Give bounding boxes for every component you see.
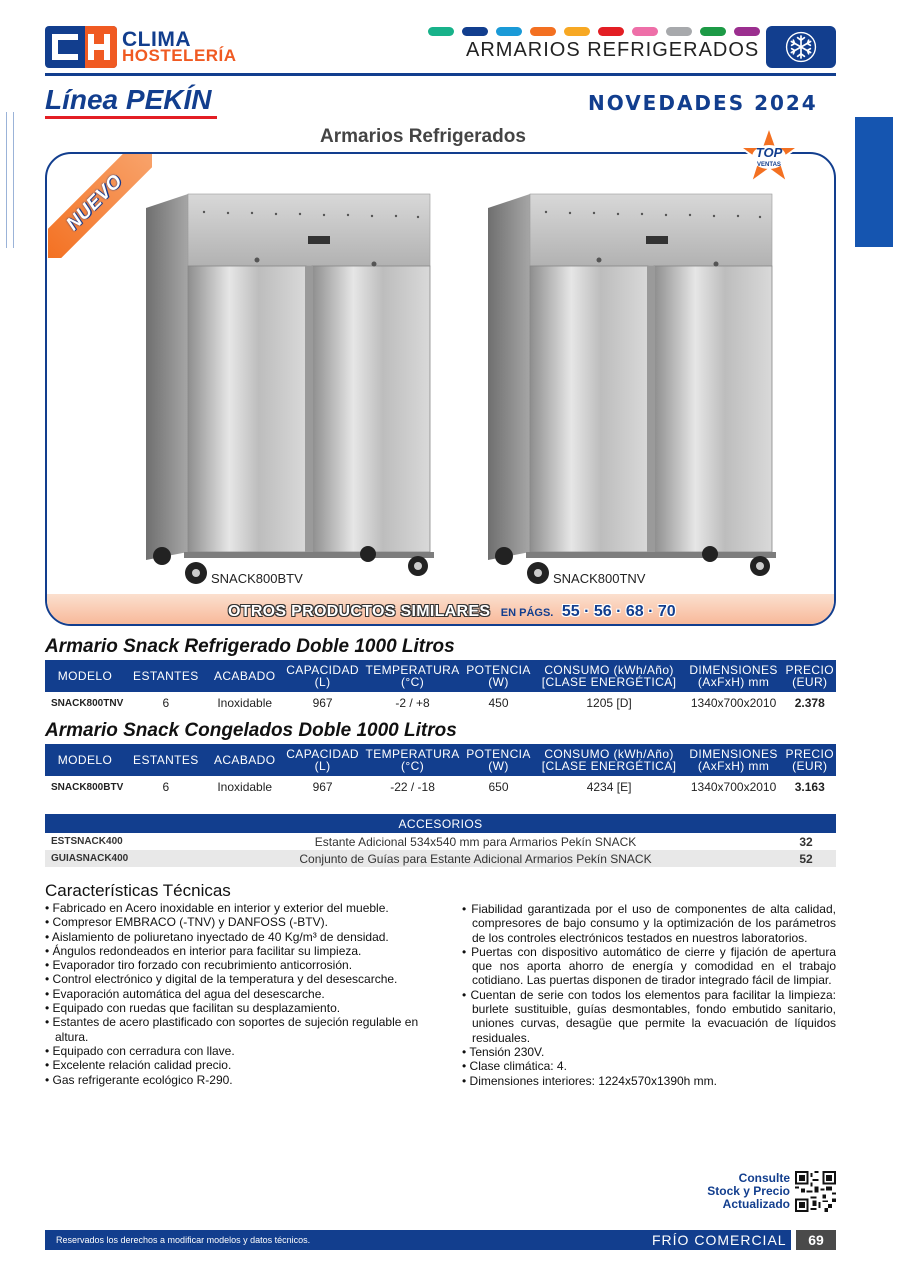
column-header-line2: (L) bbox=[314, 675, 331, 689]
characteristic-item: • Dimensiones interiores: 1224x570x1390h mm. bbox=[462, 1074, 836, 1088]
consult-line2: Stock y Precio bbox=[707, 1184, 790, 1198]
finish-cell: Inoxidable bbox=[217, 696, 273, 710]
column-header bbox=[534, 744, 683, 776]
similar-pages-link[interactable]: 55 · 56 · 68 · 70 bbox=[561, 603, 676, 620]
characteristic-item: • Compresor EMBRACO (-TNV) y DANFOSS (-BTV). bbox=[45, 915, 447, 929]
column-header-line1: TEMPERATURA bbox=[365, 747, 460, 761]
nuevo-badge bbox=[48, 154, 152, 258]
temperature-cell: -2 / +8 bbox=[395, 696, 430, 710]
price-cell: 2.378 bbox=[794, 696, 825, 710]
category-color-strip bbox=[428, 27, 760, 36]
category-color-chip bbox=[530, 27, 556, 36]
column-header-line2: (°C) bbox=[401, 759, 425, 773]
model-cell: SNACK800TNV bbox=[51, 697, 124, 709]
spec-table-congelados bbox=[45, 744, 836, 798]
column-header-line2: (W) bbox=[488, 759, 509, 773]
category-color-chip bbox=[734, 27, 760, 36]
novedades-year: 2024 bbox=[754, 91, 818, 115]
fridge-image-2 bbox=[482, 192, 782, 592]
column-header-line2: (EUR) bbox=[792, 759, 828, 773]
column-header bbox=[45, 660, 125, 692]
spec-table-refrigerado bbox=[45, 660, 836, 714]
column-header bbox=[125, 744, 207, 776]
category-color-chip bbox=[666, 27, 692, 36]
category-color-chip bbox=[428, 27, 454, 36]
column-header bbox=[45, 744, 125, 776]
characteristic-item: • Ángulos redondeados en interior para facilitar su limpieza. bbox=[45, 944, 447, 958]
power-cell: 650 bbox=[488, 780, 509, 794]
page-number: 69 bbox=[796, 1230, 836, 1250]
column-header bbox=[684, 744, 784, 776]
characteristics-list-right bbox=[462, 902, 836, 1088]
characteristic-item: • Fabricado en Acero inoxidable en interior y exterior del mueble. bbox=[45, 901, 447, 915]
fridge-label-1: SNACK800BTV bbox=[211, 571, 303, 586]
table-header-row bbox=[45, 660, 836, 692]
column-header-line1: CONSUMO (kWh/Año) bbox=[544, 663, 674, 677]
line-title-underline bbox=[45, 116, 217, 119]
temperature-cell: -22 / -18 bbox=[390, 780, 435, 794]
accessory-description: Conjunto de Guías para Estante Adicional Armarios Pekín SNACK bbox=[175, 850, 776, 867]
column-header-line1: ESTANTES bbox=[133, 753, 199, 767]
qr-code-icon[interactable] bbox=[795, 1171, 836, 1212]
brand-name-line2: HOSTELERÍA bbox=[122, 46, 237, 65]
column-header bbox=[125, 660, 207, 692]
table-title-refrigerado: Armario Snack Refrigerado Doble 1000 Litros bbox=[45, 636, 455, 657]
capacity-cell: 967 bbox=[312, 780, 333, 794]
similar-products-label: OTROS PRODUCTOS SIMILARES bbox=[228, 603, 491, 620]
column-header-line1: PRECIO bbox=[785, 663, 834, 677]
price-cell: 3.163 bbox=[794, 780, 825, 794]
consult-stock-text bbox=[690, 1172, 790, 1211]
column-header bbox=[363, 660, 463, 692]
section-title: ARMARIOS REFRIGERADOS bbox=[466, 39, 760, 61]
characteristic-item: • Puertas con dispositivo automático de cierre y fijación de apertura que nos aporta ahorro de energía y comodidad en el trabajo cotidiano. Las puertas disponen de tirador integrado fácil de limpiar. bbox=[462, 945, 836, 988]
capacity-cell: 967 bbox=[312, 696, 333, 710]
characteristic-item: • Control electrónico y digital de la temperatura y del desescarche. bbox=[45, 972, 447, 986]
snowflake-icon bbox=[766, 26, 836, 68]
accessory-price: 32 bbox=[799, 834, 813, 849]
accessories-header: ACCESORIOS bbox=[45, 814, 836, 833]
dimensions-cell: 1340x700x2010 bbox=[690, 696, 777, 710]
column-header bbox=[784, 744, 836, 776]
table-row bbox=[45, 692, 836, 714]
line-title: Línea PEKÍN bbox=[45, 84, 212, 115]
column-header-line2: [CLASE ENERGÉTICA] bbox=[541, 759, 677, 773]
consumption-cell: 4234 [E] bbox=[586, 780, 632, 794]
column-header-line1: CAPACIDAD bbox=[286, 663, 359, 677]
column-header-line2: (W) bbox=[488, 675, 509, 689]
table-title-congelados: Armario Snack Congelados Doble 1000 Litros bbox=[45, 720, 457, 741]
column-header bbox=[283, 744, 363, 776]
column-header bbox=[283, 660, 363, 692]
power-cell: 450 bbox=[488, 696, 509, 710]
column-header-line1: MODELO bbox=[57, 753, 113, 767]
column-header bbox=[463, 744, 535, 776]
product-heading: Armarios Refrigerados bbox=[320, 126, 526, 147]
characteristic-item: • Cuentan de serie con todos los elementos para facilitar la limpieza: burlete sustituible, guías desmontables, fondo embutido sanitario, uniones curvas, desagüe que permite la evacuación de líquidos residuales. bbox=[462, 988, 836, 1045]
top-ventas-star-icon bbox=[736, 125, 802, 191]
consumption-cell: 1205 [D] bbox=[586, 696, 632, 710]
ventas-label: VENTAS bbox=[757, 162, 781, 168]
characteristics-list-left bbox=[45, 901, 447, 1087]
category-color-chip bbox=[564, 27, 590, 36]
column-header-line1: PRECIO bbox=[785, 747, 834, 761]
column-header bbox=[207, 744, 283, 776]
category-color-chip bbox=[462, 27, 488, 36]
margin-guide bbox=[6, 112, 14, 248]
characteristic-item: • Fiabilidad garantizada por el uso de componentes de alta calidad, compresores de bajo consumo y la optimización de los parámetros de los controles electrónicos testados en nuestros laboratorios. bbox=[462, 902, 836, 945]
accessories-table bbox=[45, 814, 836, 867]
characteristic-item: • Evaporador tiro forzado con recubrimiento anticorrosión. bbox=[45, 958, 447, 972]
characteristic-item: • Tensión 230V. bbox=[462, 1045, 836, 1059]
column-header bbox=[363, 744, 463, 776]
column-header-line2: [CLASE ENERGÉTICA] bbox=[541, 675, 677, 689]
finish-cell: Inoxidable bbox=[217, 780, 273, 794]
category-color-chip bbox=[632, 27, 658, 36]
accessory-model: GUIASNACK400 bbox=[45, 850, 175, 867]
shelves-cell: 6 bbox=[162, 780, 170, 794]
category-color-chip bbox=[496, 27, 522, 36]
column-header bbox=[784, 660, 836, 692]
section-side-tab bbox=[855, 117, 893, 247]
column-header-line1: ACABADO bbox=[213, 753, 276, 767]
similar-products-banner bbox=[228, 603, 676, 621]
characteristic-item: • Evaporación automática del agua del desescarche. bbox=[45, 987, 447, 1001]
column-header-line2: (AxFxH) mm bbox=[697, 675, 770, 689]
column-header-line1: DIMENSIONES bbox=[689, 663, 778, 677]
characteristic-item: • Gas refrigerante ecológico R-290. bbox=[45, 1073, 447, 1087]
fridge-label-2: SNACK800TNV bbox=[553, 571, 646, 586]
characteristic-item: • Equipado con cerradura con llave. bbox=[45, 1044, 447, 1058]
column-header bbox=[684, 660, 784, 692]
brand-name-line1: CLIMA bbox=[122, 28, 191, 51]
column-header-line2: (AxFxH) mm bbox=[697, 759, 770, 773]
top-label: TOP bbox=[755, 145, 783, 160]
characteristics-title: Características Técnicas bbox=[45, 881, 231, 900]
column-header-line1: ESTANTES bbox=[133, 669, 199, 683]
brand-logo-icon bbox=[45, 26, 117, 68]
column-header-line1: CONSUMO (kWh/Año) bbox=[544, 747, 674, 761]
nuevo-label: NUEVO bbox=[48, 154, 152, 258]
characteristic-item: • Excelente relación calidad precio. bbox=[45, 1058, 447, 1072]
characteristic-item: • Equipado con ruedas que facilitan su desplazamiento. bbox=[45, 1001, 447, 1015]
column-header-line1: CAPACIDAD bbox=[286, 747, 359, 761]
column-header bbox=[463, 660, 535, 692]
category-color-chip bbox=[598, 27, 624, 36]
header-divider bbox=[45, 73, 836, 76]
column-header-line1: POTENCIA bbox=[466, 747, 531, 761]
accessory-model: ESTSNACK400 bbox=[51, 836, 123, 847]
consult-line1: Consulte bbox=[738, 1171, 790, 1185]
characteristic-item: • Clase climática: 4. bbox=[462, 1059, 836, 1073]
characteristic-item: • Estantes de acero plastificado con soportes de sujeción regulable en altura. bbox=[45, 1015, 447, 1044]
column-header-line2: (°C) bbox=[401, 675, 425, 689]
footer-section-name: FRÍO COMERCIAL bbox=[652, 1232, 787, 1248]
accessory-row bbox=[45, 850, 836, 867]
column-header bbox=[534, 660, 683, 692]
characteristic-item: • Aislamiento de poliuretano inyectado de 40 Kg/m³ de densidad. bbox=[45, 930, 447, 944]
consult-line3: Actualizado bbox=[722, 1197, 790, 1211]
column-header-line1: MODELO bbox=[57, 669, 113, 683]
column-header-line1: TEMPERATURA bbox=[365, 663, 460, 677]
novedades-label: NOVEDADES bbox=[588, 91, 746, 115]
accessory-row bbox=[45, 833, 836, 850]
accessory-price: 52 bbox=[776, 850, 836, 867]
table-header-row bbox=[45, 744, 836, 776]
footer-disclaimer: Reservados los derechos a modificar modelos y datos técnicos. bbox=[56, 1235, 311, 1245]
fridge-image-1 bbox=[140, 192, 440, 592]
column-header bbox=[207, 660, 283, 692]
column-header-line1: DIMENSIONES bbox=[689, 747, 778, 761]
column-header-line2: (L) bbox=[314, 759, 331, 773]
similar-pages-prefix: EN PÁGS. bbox=[500, 607, 554, 619]
column-header-line1: POTENCIA bbox=[466, 663, 531, 677]
column-header-line2: (EUR) bbox=[792, 675, 828, 689]
dimensions-cell: 1340x700x2010 bbox=[690, 780, 777, 794]
accessory-description: Estante Adicional 534x540 mm para Armarios Pekín SNACK bbox=[314, 834, 637, 849]
category-color-chip bbox=[700, 27, 726, 36]
column-header-line1: ACABADO bbox=[213, 669, 276, 683]
table-row bbox=[45, 776, 836, 798]
novedades-badge bbox=[588, 91, 818, 115]
shelves-cell: 6 bbox=[162, 696, 170, 710]
model-cell: SNACK800BTV bbox=[51, 781, 124, 793]
